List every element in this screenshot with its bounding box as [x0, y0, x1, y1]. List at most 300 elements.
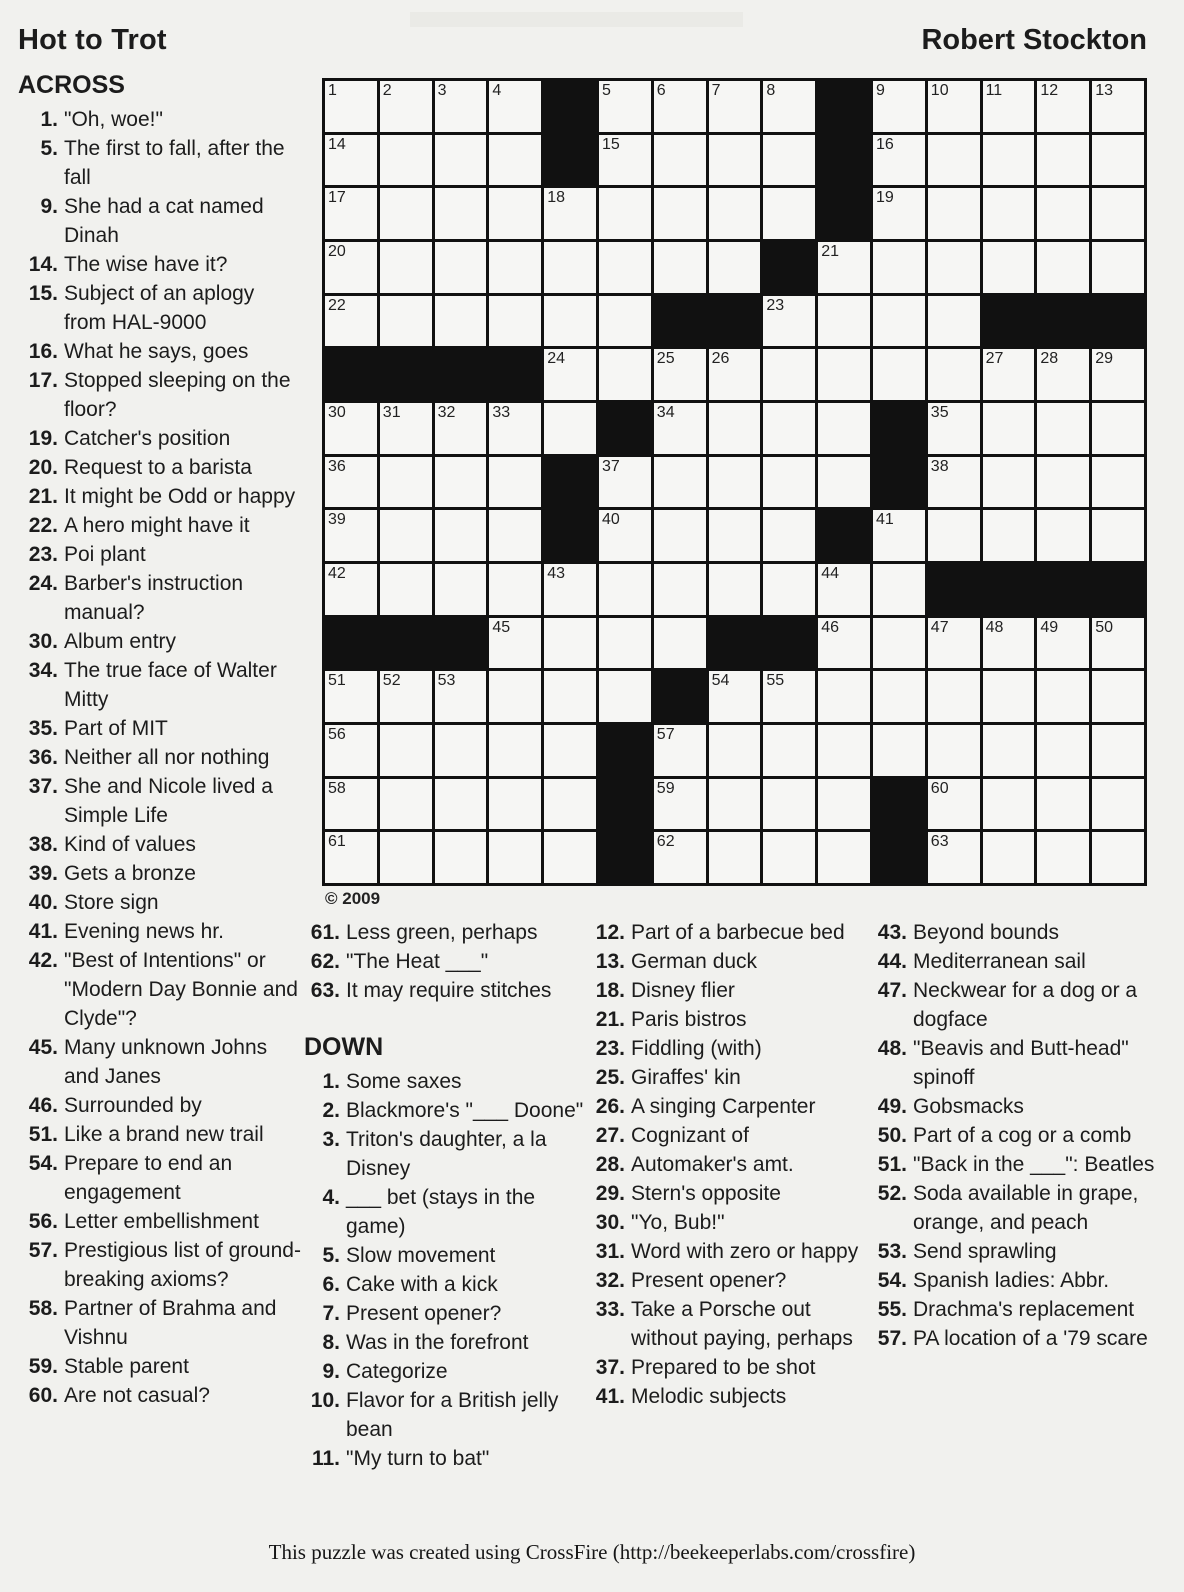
cell-number: 62: [656, 833, 675, 851]
black-cell: [599, 403, 651, 454]
grid-cell: [435, 832, 487, 883]
grid-cell: [928, 832, 980, 883]
grid-cell: [599, 618, 651, 669]
clue-text: Present opener?: [346, 1302, 502, 1325]
clue-text: Blackmore's "___ Doone": [346, 1099, 584, 1122]
clue-number: 21.: [28, 485, 58, 508]
cell-number: 40: [601, 511, 620, 529]
clue-text: Part of a barbecue bed: [631, 921, 845, 944]
grid-cell: [489, 725, 541, 776]
grid-cell: [763, 779, 815, 830]
cell-number: 32: [437, 404, 456, 421]
clue-item: [589, 1063, 869, 1092]
clue-item: [18, 859, 302, 888]
grid-cell: [325, 81, 377, 132]
black-cell: [1037, 296, 1089, 347]
clue-item: [871, 1092, 1167, 1121]
grid-cell: [1092, 188, 1144, 239]
down-clue-list-2: [589, 918, 869, 1411]
grid-cell: [763, 349, 815, 400]
cell-number: 54: [711, 672, 730, 690]
cell-number: 50: [1095, 618, 1113, 636]
cell-number: 6: [656, 82, 666, 99]
black-cell: [983, 296, 1035, 347]
clue-number: 6.: [322, 1273, 340, 1296]
clue-text: "Yo, Bub!": [631, 1211, 725, 1234]
grid-cell: [435, 725, 487, 776]
cell-number: 3: [437, 82, 447, 99]
clue-text: Paris bistros: [631, 1008, 747, 1031]
grid-cell: [1037, 725, 1089, 776]
clue-text: Automaker's amt.: [631, 1153, 794, 1176]
cell-number: 15: [601, 135, 620, 153]
grid-cell: [1092, 457, 1144, 508]
down-heading: DOWN: [304, 1033, 384, 1061]
grid-cell: [928, 296, 980, 347]
clue-number: 37.: [28, 775, 58, 798]
grid-cell: [818, 296, 870, 347]
clue-text: Beyond bounds: [913, 921, 1059, 944]
grid-cell: [983, 671, 1035, 722]
grid-cell: [380, 671, 432, 722]
grid-cell: [599, 242, 651, 293]
black-cell: [654, 671, 706, 722]
grid-cell: [1037, 618, 1089, 669]
grid-cell: [599, 135, 651, 186]
clue-item: [589, 1237, 869, 1266]
grid-cell: [983, 188, 1035, 239]
grid-cell: [763, 832, 815, 883]
clue-number: 34.: [28, 659, 58, 682]
grid-cell: [1037, 671, 1089, 722]
black-cell: [873, 457, 925, 508]
clue-number: 24.: [28, 572, 58, 595]
clue-text: Word with zero or happy: [631, 1240, 859, 1263]
grid-cell: [1037, 135, 1089, 186]
clue-number: 17.: [28, 369, 58, 392]
clue-item: [18, 1236, 302, 1294]
grid-cell: [1037, 510, 1089, 561]
grid-cell: [928, 135, 980, 186]
grid-cell: [818, 779, 870, 830]
cell-number: 57: [656, 726, 675, 743]
clue-text: Surrounded by: [64, 1094, 202, 1117]
clue-number: 11.: [311, 1447, 340, 1470]
clue-number: 23.: [28, 543, 58, 566]
clue-text: Some saxes: [346, 1070, 462, 1093]
clue-text: It might be Odd or happy: [64, 485, 296, 508]
cell-number: 25: [656, 350, 675, 368]
grid-cell: [654, 779, 706, 830]
black-cell: [599, 779, 651, 830]
scan-artifact: [410, 12, 743, 27]
cell-number: 23: [766, 296, 785, 314]
grid-cell: [599, 457, 651, 508]
grid-cell: [489, 510, 541, 561]
clue-number: 50.: [877, 1124, 907, 1147]
grid-cell: [763, 81, 815, 132]
black-cell: [435, 618, 487, 669]
clue-item: [18, 888, 302, 917]
clue-number: 62.: [310, 950, 340, 973]
grid-cell: [654, 618, 706, 669]
cell-number: 10: [930, 82, 949, 99]
clue-text: Part of a cog or a comb: [913, 1124, 1132, 1147]
grid-cell: [654, 403, 706, 454]
clue-number: 1.: [40, 108, 58, 131]
grid-cell: [435, 403, 487, 454]
grid-cell: [1092, 242, 1144, 293]
clue-number: 19.: [28, 427, 58, 450]
grid-cell: [325, 725, 377, 776]
clue-item: [589, 1034, 869, 1063]
cell-number: 42: [328, 565, 346, 582]
grid-cell: [489, 618, 541, 669]
page-title: Hot to Trot: [18, 24, 167, 56]
clue-text: Gobsmacks: [913, 1095, 1024, 1118]
grid-cell: [709, 403, 761, 454]
clue-text: Less green, perhaps: [346, 921, 538, 944]
grid-cell: [380, 403, 432, 454]
grid-cell: [1037, 242, 1089, 293]
cell-number: 13: [1095, 82, 1113, 99]
cell-number: 29: [1095, 350, 1113, 368]
cell-number: 24: [547, 350, 565, 368]
grid-cell: [763, 188, 815, 239]
clue-number: 53.: [877, 1240, 907, 1263]
clue-item: [18, 569, 302, 627]
clue-number: 54.: [28, 1152, 58, 1175]
cell-number: 51: [328, 672, 346, 690]
grid-cell: [1037, 457, 1089, 508]
clue-number: 8.: [322, 1331, 340, 1354]
clue-number: 12.: [595, 921, 625, 944]
clue-item: [871, 1034, 1167, 1092]
black-cell: [380, 618, 432, 669]
grid-cell: [325, 510, 377, 561]
cell-number: 48: [985, 618, 1004, 636]
grid-cell: [544, 242, 596, 293]
clue-number: 61.: [310, 921, 340, 944]
clue-text: Triton's daughter, a la Disney: [346, 1128, 547, 1180]
clue-item: [871, 1150, 1167, 1179]
clue-item: [18, 1294, 302, 1352]
clue-item: [18, 946, 302, 1033]
black-cell: [599, 832, 651, 883]
grid-cell: [709, 81, 761, 132]
black-cell: [983, 564, 1035, 615]
clue-text: A singing Carpenter: [631, 1095, 816, 1118]
grid-cell: [1092, 779, 1144, 830]
black-cell: [489, 349, 541, 400]
grid-cell: [1092, 135, 1144, 186]
clue-number: 13.: [595, 950, 625, 973]
clue-text: Mediterranean sail: [913, 950, 1086, 973]
clue-item: [18, 540, 302, 569]
clue-number: 44.: [877, 950, 907, 973]
black-cell: [818, 510, 870, 561]
grid-cell: [1092, 832, 1144, 883]
black-cell: [873, 832, 925, 883]
grid-cell: [1037, 188, 1089, 239]
clue-number: 52.: [877, 1182, 907, 1205]
black-cell: [709, 296, 761, 347]
clue-number: 20.: [28, 456, 58, 479]
grid-cell: [928, 671, 980, 722]
down-clue-list-1: [304, 1067, 586, 1473]
black-cell: [544, 135, 596, 186]
grid-cell: [763, 725, 815, 776]
clue-number: 55.: [877, 1298, 907, 1321]
cell-number: 55: [766, 672, 785, 690]
clue-text: Neither all nor nothing: [64, 746, 270, 769]
cell-number: 26: [711, 350, 730, 368]
cell-number: 44: [821, 565, 839, 582]
black-cell: [654, 296, 706, 347]
clue-text: Drachma's replacement: [913, 1298, 1135, 1321]
clue-text: "Best of Intentions" or "Modern Day Bonnie and Clyde"?: [64, 949, 298, 1030]
clue-text: "Beavis and Butt-head" spinoff: [913, 1037, 1129, 1089]
clue-item: [589, 976, 869, 1005]
grid-cell: [544, 832, 596, 883]
clue-text: Part of MIT: [64, 717, 168, 740]
clue-number: 63.: [310, 979, 340, 1002]
clue-text: Album entry: [64, 630, 177, 653]
grid-cell: [1092, 671, 1144, 722]
cell-number: 35: [930, 404, 949, 421]
grid-cell: [709, 510, 761, 561]
grid-cell: [983, 403, 1035, 454]
clue-item: [304, 976, 586, 1005]
clue-number: 26.: [595, 1095, 625, 1118]
black-cell: [873, 403, 925, 454]
grid-cell: [325, 242, 377, 293]
clue-number: 45.: [28, 1036, 58, 1059]
clue-text: Prepared to be shot: [631, 1356, 816, 1379]
grid-cell: [928, 779, 980, 830]
clue-number: 30.: [595, 1211, 625, 1234]
grid-cell: [435, 296, 487, 347]
grid-cell: [983, 618, 1035, 669]
clue-number: 32.: [595, 1269, 625, 1292]
cell-number: 39: [328, 511, 346, 529]
grid-cell: [435, 81, 487, 132]
clue-text: Melodic subjects: [631, 1385, 787, 1408]
grid-cell: [325, 296, 377, 347]
grid-cell: [873, 296, 925, 347]
grid-cell: [928, 242, 980, 293]
cell-number: 22: [328, 296, 346, 314]
grid-cell: [435, 457, 487, 508]
clue-text: Kind of values: [64, 833, 196, 856]
grid-cell: [983, 242, 1035, 293]
clue-item: [589, 1150, 869, 1179]
clue-text: "Oh, woe!": [64, 108, 163, 131]
cell-number: 14: [328, 135, 346, 153]
grid-cell: [435, 188, 487, 239]
clue-text: Soda available in grape, orange, and peach: [913, 1182, 1139, 1234]
grid-cell: [873, 510, 925, 561]
clue-text: Disney flier: [631, 979, 735, 1002]
clue-number: 47.: [877, 979, 907, 1002]
grid-cell: [1092, 725, 1144, 776]
grid-cell: [709, 671, 761, 722]
grid-cell: [709, 779, 761, 830]
clue-number: 39.: [28, 862, 58, 885]
black-cell: [818, 188, 870, 239]
clue-number: 22.: [28, 514, 58, 537]
clue-text: What he says, goes: [64, 340, 249, 363]
clue-number: 4.: [322, 1186, 340, 1209]
grid-cell: [654, 832, 706, 883]
black-cell: [599, 725, 651, 776]
clue-text: Stable parent: [64, 1355, 189, 1378]
clue-number: 3.: [322, 1128, 340, 1151]
grid-cell: [983, 779, 1035, 830]
clue-item: [304, 1183, 586, 1241]
cell-number: 38: [930, 457, 949, 475]
clue-number: 49.: [877, 1095, 907, 1118]
clue-item: [589, 1382, 869, 1411]
clue-text: Flavor for a British jelly bean: [346, 1389, 559, 1441]
grid-cell: [709, 349, 761, 400]
clue-number: 41.: [595, 1385, 625, 1408]
black-cell: [928, 564, 980, 615]
grid-cell: [983, 510, 1035, 561]
clue-item: [18, 1352, 302, 1381]
grid-cell: [325, 832, 377, 883]
clue-text: The wise have it?: [64, 253, 228, 276]
cell-number: 18: [547, 189, 565, 207]
clue-item: [589, 1179, 869, 1208]
clue-number: 31.: [595, 1240, 625, 1263]
clue-number: 25.: [595, 1066, 625, 1089]
cell-number: 53: [437, 672, 456, 690]
clue-number: 51.: [28, 1123, 58, 1146]
clue-item: [18, 1149, 302, 1207]
clue-text: "My turn to bat": [346, 1447, 490, 1470]
grid-cell: [544, 188, 596, 239]
grid-cell: [544, 564, 596, 615]
clue-item: [304, 918, 586, 947]
clue-text: Cognizant of: [631, 1124, 749, 1147]
cell-number: 34: [656, 404, 675, 421]
clue-number: 43.: [877, 921, 907, 944]
clue-text: Fiddling (with): [631, 1037, 762, 1060]
cell-number: 37: [601, 457, 620, 475]
clue-text: Evening news hr.: [64, 920, 224, 943]
clue-item: [304, 1386, 586, 1444]
clue-item: [18, 134, 302, 192]
clue-text: The true face of Walter Mitty: [64, 659, 277, 711]
clue-text: "The Heat ___": [346, 950, 489, 973]
clue-number: 38.: [28, 833, 58, 856]
clue-number: 10.: [310, 1389, 340, 1412]
clue-text: Partner of Brahma and Vishnu: [64, 1297, 277, 1349]
clue-text: PA location of a '79 scare: [913, 1327, 1148, 1350]
grid-cell: [983, 349, 1035, 400]
grid-cell: [489, 564, 541, 615]
clue-number: 2.: [322, 1099, 340, 1122]
clue-item: [18, 656, 302, 714]
black-cell: [709, 618, 761, 669]
grid-cell: [435, 779, 487, 830]
grid-cell: [818, 671, 870, 722]
clue-text: Send sprawling: [913, 1240, 1057, 1263]
clue-item: [18, 105, 302, 134]
grid-cell: [435, 135, 487, 186]
grid-cell: [1092, 618, 1144, 669]
grid-cell: [763, 671, 815, 722]
grid-cell: [763, 135, 815, 186]
cell-number: 7: [711, 82, 721, 99]
black-cell: [763, 242, 815, 293]
grid-cell: [763, 403, 815, 454]
clue-text: Request to a barista: [64, 456, 252, 479]
grid-cell: [435, 564, 487, 615]
clue-number: 18.: [595, 979, 625, 1002]
clue-text: Gets a bronze: [64, 862, 196, 885]
clue-item: [18, 1207, 302, 1236]
clue-item: [18, 453, 302, 482]
grid-cell: [983, 725, 1035, 776]
clue-item: [18, 511, 302, 540]
grid-cell: [654, 242, 706, 293]
grid-cell: [1092, 81, 1144, 132]
cell-number: 59: [656, 779, 675, 797]
clue-text: Like a brand new trail: [64, 1123, 264, 1146]
grid-cell: [654, 457, 706, 508]
black-cell: [435, 349, 487, 400]
clue-number: 33.: [595, 1298, 625, 1321]
cell-number: 19: [875, 189, 894, 207]
grid-cell: [654, 135, 706, 186]
grid-cell: [763, 510, 815, 561]
grid-cell: [709, 135, 761, 186]
clue-number: 58.: [28, 1297, 58, 1320]
clue-item: [18, 1033, 302, 1091]
clue-text: It may require stitches: [346, 979, 552, 1002]
clue-text: Take a Porsche out without paying, perhaps: [631, 1298, 853, 1350]
grid-cell: [325, 403, 377, 454]
grid-cell: [489, 81, 541, 132]
grid-cell: [654, 564, 706, 615]
grid-cell: [489, 779, 541, 830]
grid-cell: [435, 242, 487, 293]
grid-cell: [599, 349, 651, 400]
grid-cell: [983, 81, 1035, 132]
clue-item: [304, 1328, 586, 1357]
clue-number: 41.: [28, 920, 58, 943]
black-cell: [763, 618, 815, 669]
grid-cell: [873, 242, 925, 293]
clue-text: Letter embellishment: [64, 1210, 259, 1233]
clue-number: 57.: [28, 1239, 58, 1262]
grid-cell: [654, 510, 706, 561]
clue-item: [304, 1125, 586, 1183]
clue-item: [18, 424, 302, 453]
black-cell: [1092, 296, 1144, 347]
clue-text: Many unknown Johns and Janes: [64, 1036, 268, 1088]
clue-text: Categorize: [346, 1360, 448, 1383]
grid-cell: [928, 188, 980, 239]
grid-cell: [1037, 832, 1089, 883]
clue-item: [871, 918, 1167, 947]
clue-item: [18, 337, 302, 366]
grid-cell: [489, 296, 541, 347]
clue-text: She and Nicole lived a Simple Life: [64, 775, 273, 827]
grid-cell: [380, 81, 432, 132]
